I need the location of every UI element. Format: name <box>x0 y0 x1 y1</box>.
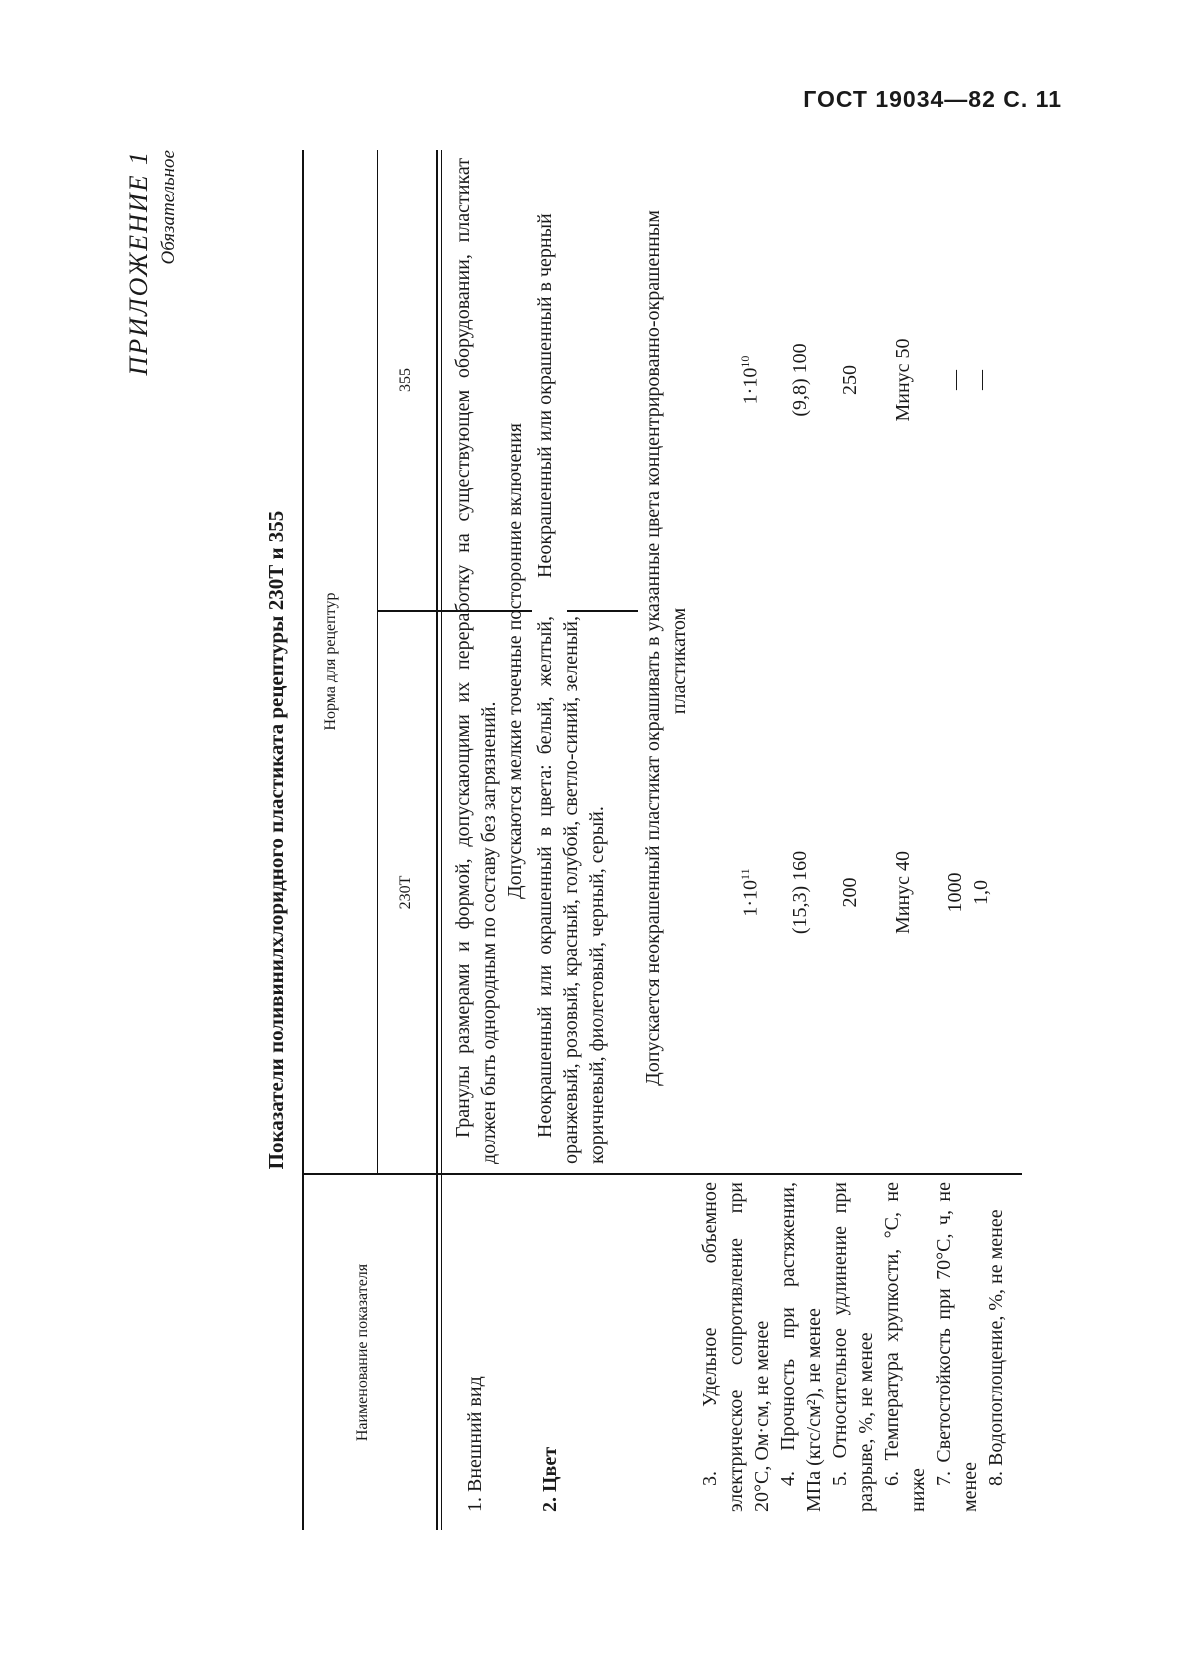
table-title: Показатели поливинилхлоридного пластиката рецептуры 230Т и 355 <box>264 510 288 1170</box>
row-6-355-value: Минус 50 <box>892 338 914 422</box>
page-header-code: ГОСТ 19034—82 С. 11 <box>803 86 1062 112</box>
row-5-230t-value: 200 <box>839 877 861 908</box>
row-3-230t-exponent: 11 <box>738 868 752 880</box>
row-2-name: 2. Цвет <box>539 1446 561 1512</box>
header-230t: 230Т <box>397 875 414 910</box>
indicators-table <box>302 150 1022 1530</box>
row-1-name: 1. Внешний вид <box>464 1376 486 1512</box>
row-7-355-value: — <box>944 370 966 390</box>
row-2-355-value: Неокрашенный или окрашенный в черный <box>534 213 556 578</box>
row-8-355-value: — <box>970 370 992 390</box>
row-3-355-exponent: 10 <box>738 355 752 368</box>
row-8-name: 8. Водопоглощение, %, не менее <box>985 1209 1007 1486</box>
rotated-table-area <box>122 150 1022 1530</box>
appendix-subtitle: Обязательное <box>158 150 179 265</box>
table-header-bottom-rule-2 <box>441 150 442 1530</box>
row-3-230t-value <box>732 612 764 1173</box>
row-4-355-value: (9,8) 100 <box>789 343 811 417</box>
table-top-rule <box>302 150 304 1530</box>
row-5-name: 5. Относительное удлинение при разрыве, %, не менее <box>829 1182 877 1512</box>
row-3-355-value <box>732 150 764 610</box>
header-name: Наименование показателя <box>354 1263 371 1442</box>
header-355: 355 <box>397 368 414 392</box>
row-1-appearance-text: Гранулы размерами и формой, допускающими их переработку на существующем оборудовании, пластикат должен быть однородным по составу без загрязнений. <box>452 158 500 1164</box>
row-6-230t-value: Минус 40 <box>892 850 914 935</box>
row-7-name: 7. Светостойкость при 70°С, ч, не менее <box>933 1182 981 1512</box>
column-separator-name <box>302 1173 1022 1175</box>
row-2-merged-text: Допускается неокрашенный пластикат окрашивать в указанные цвета концентрированно-окрашенным пластикатом <box>642 210 690 1086</box>
row-1-merged-text <box>450 158 528 1164</box>
row-4-name: 4. Прочность при растяжении, МПа (кгс/см²), не менее <box>777 1182 825 1512</box>
row-5-355-value: 250 <box>839 365 861 395</box>
row-3-355-base: 1·10 <box>739 367 762 405</box>
row-7-230t-value: 1000 <box>944 872 966 913</box>
norm-header-rule <box>377 150 378 1173</box>
row-1-inclusions-text: Допускаются мелкие точечные посторонние включения <box>504 423 526 899</box>
row-6-name: 6. Температура хрупкости, °С, не ниже <box>881 1182 929 1512</box>
row-2-230t-value: Неокрашенный или окрашенный в цвета: белый, желтый, оранжевый, розовый, красный, голубой, светло-синий, зеленый, коричневый, фиолетовый, черный, серый. <box>534 616 608 1164</box>
row-8-230t-value: 1,0 <box>970 880 992 905</box>
column-separator-230t-355-lower <box>567 610 638 612</box>
header-norm: Норма для рецептур <box>322 592 339 731</box>
appendix-title: ПРИЛОЖЕНИЕ 1 <box>124 150 153 376</box>
table-header-bottom-rule <box>436 150 438 1530</box>
row-3-230t-base: 1·10 <box>739 879 762 917</box>
row-3-name: 3. Удельное объемное электрическое сопротивление при 20°С, Ом·см, не менее <box>699 1182 773 1512</box>
row-4-230t-value: (15,3) 160 <box>789 850 811 935</box>
appendix-block <box>122 150 182 530</box>
